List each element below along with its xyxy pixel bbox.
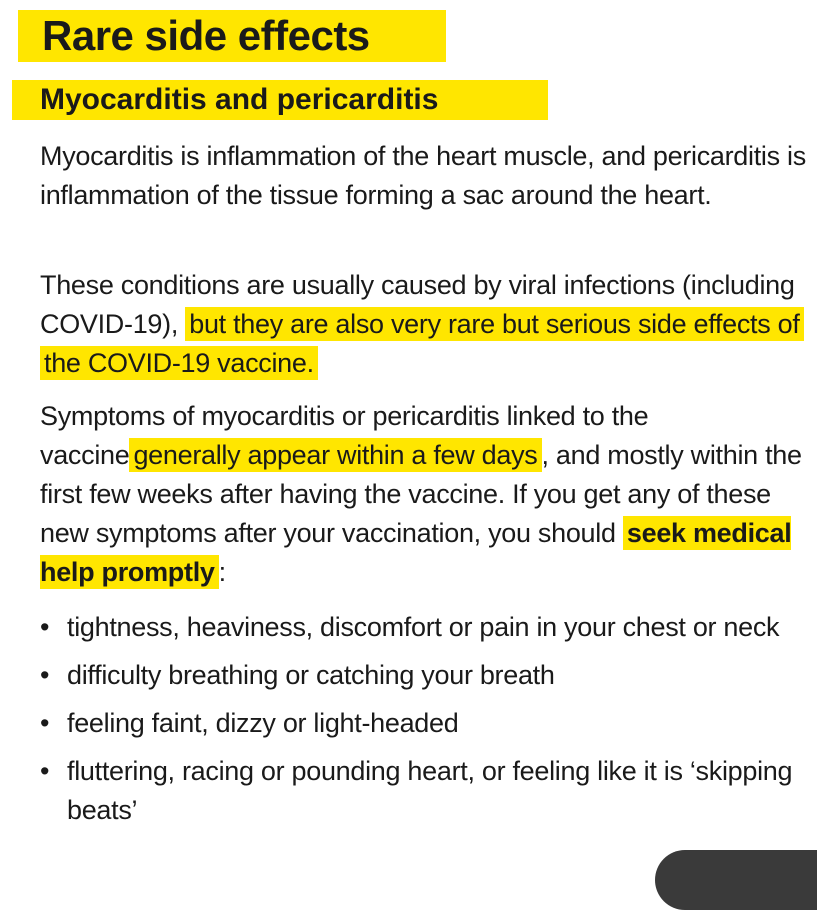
bullet-icon: • xyxy=(40,756,50,786)
symptom-text: tightness, heaviness, discomfort or pain in your chest or neck xyxy=(67,612,780,642)
list-item xyxy=(0,704,817,743)
vaccine-side-effect-highlight: but they are also very rare but serious side effects of the COVID-19 vaccine. xyxy=(40,307,804,380)
page-title: Rare side effects xyxy=(18,10,446,62)
definition-paragraph: Myocarditis is inflammation of the heart muscle, and pericarditis is inflammation of the tissue forming a sac around the heart. xyxy=(40,141,806,210)
list-item xyxy=(0,752,817,830)
symptom-text: difficulty breathing or catching your breath xyxy=(67,660,555,690)
symptoms-intro-text: Symptoms of myocarditis or pericarditis linked to the vaccine xyxy=(40,401,649,470)
floating-overlay-button[interactable] xyxy=(655,850,817,910)
timing-highlight: generally appear within a few days xyxy=(129,438,541,472)
bullet-icon: • xyxy=(40,660,50,690)
seek-help-highlight: seek medical help promptly xyxy=(40,518,792,587)
symptom-text: fluttering, racing or pounding heart, or feeling like it is ‘skipping beats’ xyxy=(67,756,793,825)
symptom-text: feeling faint, dizzy or light-headed xyxy=(67,708,459,738)
symptoms-intro-continued: , and mostly within the first few weeks after having the vaccine. If you get any of these new symptoms after your vaccination, you should xyxy=(40,440,802,548)
list-item xyxy=(0,608,817,647)
symptom-list xyxy=(0,608,817,839)
bullet-icon: • xyxy=(40,612,50,642)
bullet-icon: • xyxy=(40,708,50,738)
section-heading: Myocarditis and pericarditis xyxy=(12,80,548,120)
symptoms-intro-paragraph xyxy=(40,397,810,592)
causes-paragraph xyxy=(40,266,810,383)
colon: : xyxy=(218,557,226,587)
causes-text: These conditions are usually caused by viral infections (including COVID-19), xyxy=(40,270,795,339)
list-item xyxy=(0,656,817,695)
